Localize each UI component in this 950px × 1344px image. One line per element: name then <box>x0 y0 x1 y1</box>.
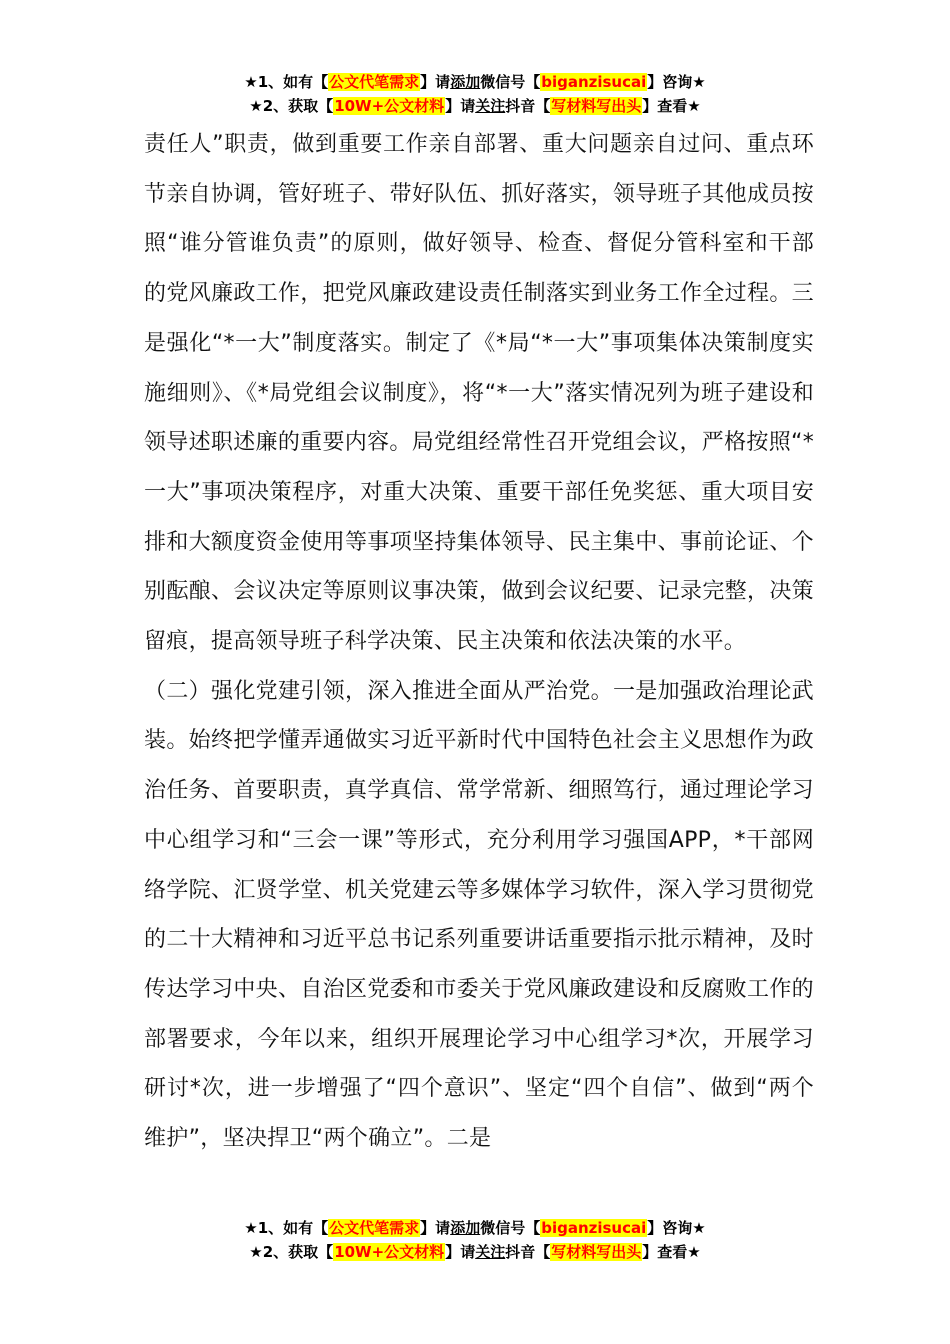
banner-line-2 <box>0 1240 950 1264</box>
banner-text: ★2、获取【 <box>249 1243 334 1261</box>
highlight-service: 公文代笔需求 <box>329 73 420 91</box>
banner-line-1 <box>0 70 950 94</box>
banner-text: 抖音【 <box>505 1243 551 1261</box>
banner-text: 】请 <box>445 97 476 115</box>
header-banner <box>0 70 950 118</box>
highlight-materials: 10W+公文材料 <box>334 1243 445 1261</box>
highlight-materials: 10W+公文材料 <box>334 97 445 115</box>
banner-text: 】查看★ <box>642 97 701 115</box>
banner-text: ★1、如有【 <box>244 73 329 91</box>
highlight-wechat-id: biganzisucai <box>541 73 647 91</box>
banner-text: 】咨询★ <box>647 1219 706 1237</box>
underlined-text: 添加 <box>450 73 481 91</box>
banner-text: 微信号【 <box>480 1219 541 1237</box>
banner-text: 】查看★ <box>642 1243 701 1261</box>
highlight-service: 公文代笔需求 <box>329 1219 420 1237</box>
underlined-text: 添加 <box>450 1219 481 1237</box>
highlight-wechat-id: biganzisucai <box>541 1219 647 1237</box>
paragraph: （二）强化党建引领，深入推进全面从严治党。一是加强政治理论武装。始终把学懂弄通做实习近平新时代中国特色社会主义思想作为政治任务、首要职责，真学真信、常学常新、细照笃行，通过理论学习中心组学习和“三会一课”等形式，充分利用学习强国APP，*干部网络学院、汇贤学堂、机关党建云等多媒体学习软件，深入学习贯彻党的二十大精神和习近平总书记系列重要讲话重要指示批示精神，及时传达学习中央、自治区党委和市委关于党风廉政建设和反腐败工作的部署要求，今年以来，组织开展理论学习中心组学习*次，开展学习研讨*次，进一步增强了“四个意识”、坚定“四个自信”、做到“两个维护”，坚决捍卫“两个确立”。二是 <box>144 678 814 1152</box>
highlight-douyin-account: 写材料写出头 <box>551 1243 642 1261</box>
banner-text: 抖音【 <box>505 97 551 115</box>
banner-text: 】请 <box>445 1243 476 1261</box>
banner-line-1 <box>0 1216 950 1240</box>
underlined-text: 关注 <box>475 97 506 115</box>
footer-banner <box>0 1216 950 1264</box>
banner-text: ★1、如有【 <box>244 1219 329 1237</box>
document-body <box>144 120 814 1164</box>
banner-text: 】请 <box>420 1219 451 1237</box>
banner-text: 】请 <box>420 73 451 91</box>
highlight-douyin-account: 写材料写出头 <box>551 97 642 115</box>
banner-text: ★2、获取【 <box>249 97 334 115</box>
banner-line-2 <box>0 94 950 118</box>
underlined-text: 关注 <box>475 1243 506 1261</box>
paragraph: 责任人”职责，做到重要工作亲自部署、重大问题亲自过问、重点环节亲自协调，管好班子、带好队伍、抓好落实，领导班子其他成员按照“谁分管谁负责”的原则，做好领导、检查、督促分管科室和干部的党风廉政工作，把党风廉政建设责任制落实到业务工作全过程。三是强化“*一大”制度落实。制定了《*局“*一大”事项集体决策制度实施细则》、《*局党组会议制度》，将“*一大”落实情况列为班子建设和领导述职述廉的重要内容。局党组经常性召开党组会议，严格按照“*一大”事项决策程序，对重大决策、重要干部任免奖惩、重大项目安排和大额度资金使用等事项坚持集体领导、民主集中、事前论证、个别酝酿、会议决定等原则议事决策，做到会议纪要、记录完整，决策留痕，提高领导班子科学决策、民主决策和依法决策的水平。 <box>144 132 814 655</box>
banner-text: 】咨询★ <box>647 73 706 91</box>
banner-text: 微信号【 <box>480 73 541 91</box>
